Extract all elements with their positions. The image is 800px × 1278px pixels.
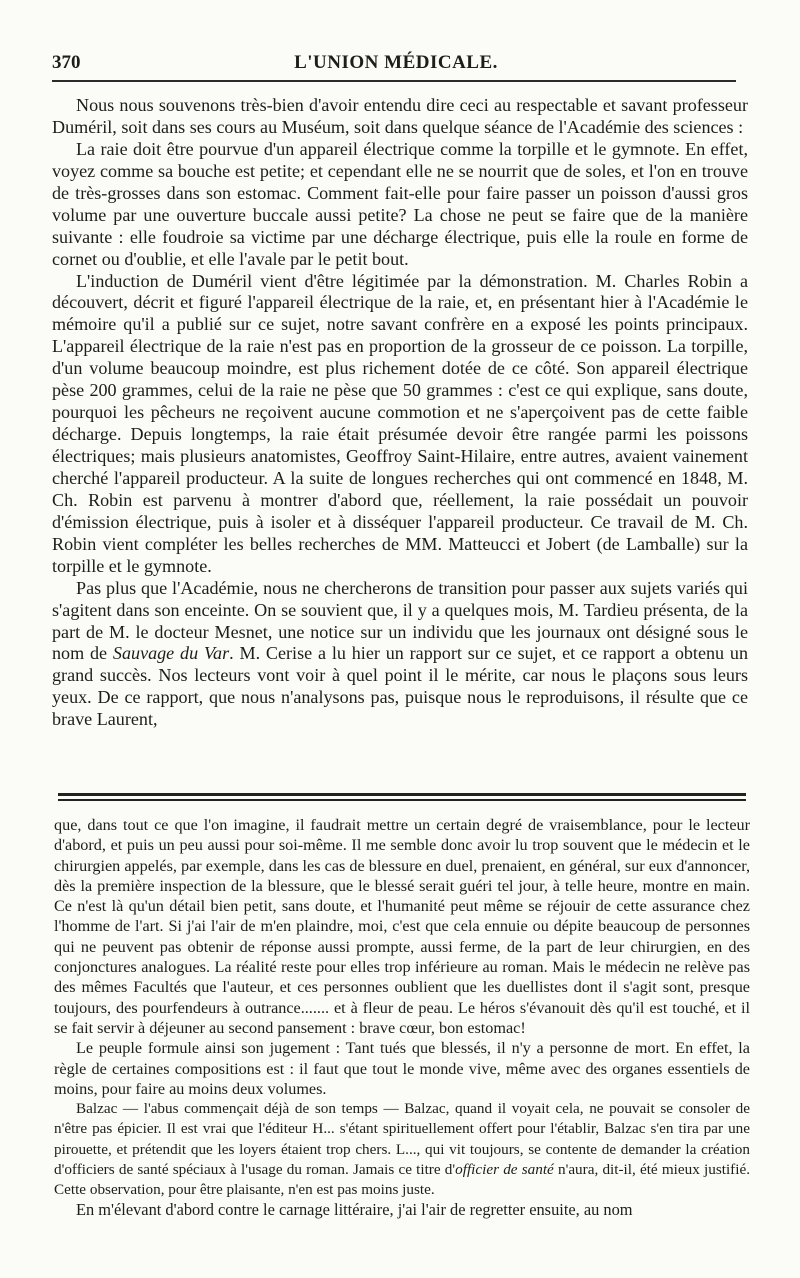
feuilleton-paragraph-1: que, dans tout ce que l'on imagine, il faudrait mettre un certain degré de vraisemblance, pour le lecteur d'abord, et puis un peu aussi pour soi-même. Il me semble donc avoir lu trop souvent que le médecin et le chirurgien appelés, par exemple, dans les cas de blessure en duel, prenaient, en général, sur eux d'annoncer, dès la première inspection de la blessure, que le blessé serait guéri tel jour, à telle heure, montre en main. Ce n'est là qu'un détail bien petit, sans doute, et l'humanité peut même se réjouir de cette assurance chez l'homme de l'art. Si j'ai l'air de m'en plaindre, moi, c'est que cela ennuie ou dépite beaucoup de personnes qui ne peuvent pas obtenir de réponse aussi prompte, aussi ferme, de la part de leur chirurgien, en des conjonctures analogues. La réalité reste pour elles trop inférieure au roman. Mais le médecin ne relève pas des mêmes Facultés que l'auteur, et ces personnes oublient que les duellistes dont il s'agit sont, presque toujours, des pourfendeurs à outrance....... et à fleur de peau. Le héros s'évanouit dès qu'il est touché, et il se fait servir à déjeuner au second pansement : brave cœur, bon estomac!	[54, 816, 750, 1037]
paragraph-dumeril-quote: La raie doit être pourvue d'un appareil électrique comme la torpille et le gymnote. En effet, voyez comme sa bouche est petite; et cependant elle ne se nourrit que de soles, et l'on en trouve de très-grosses dans son estomac. Comment fait-elle pour faire passer un poisson d'aussi gros volume par une ouverture buccale aussi petite? La chose ne peut se faire que de la manière suivante : elle foudroie sa victime par une décharge électrique, puis elle la roule en forme de cornet ou d'oublie, et elle l'avale par le petit bout.	[52, 138, 748, 269]
feuilleton-body	[54, 815, 750, 1221]
italic-title: Sauvage du Var	[112, 643, 230, 664]
page-header	[52, 52, 740, 78]
paragraph-intro: Nous nous souvenons très-bien d'avoir entendu dire ceci au respectable et savant professeur Duméril, soit dans ses cours au Muséum, soit dans quelque séance de l'Académie des sciences :	[52, 95, 748, 137]
page-number: 370	[52, 52, 81, 73]
feuilleton-paragraph-2: Le peuple formule ainsi son jugement : Tant tués que blessés, il n'y a personne de mort. En effet, la règle de certaines compositions est : il faut que tout le monde vive, même avec des organes essentiels de moins, pour faire au moins deux volumes.	[54, 1039, 750, 1098]
feuilleton-separator	[58, 793, 746, 803]
running-title: L'UNION MÉDICALE.	[294, 52, 498, 73]
italic-term: officier de santé	[455, 1160, 554, 1178]
feuilleton-paragraph-3: Balzac — l'abus commençait déjà de son temps — Balzac, quand il voyait cela, ne pouvait se consoler de n'être pas épicier. Il est vrai que l'éditeur H... s'étant spirituellement offert pour l'établir, Balzac s'en tira par une pirouette, et prétendit que les loyers étaient trop chers. L..., qui vit toujours, se contente de demander la création d'officiers de santé spéciaux à l'usage du roman. Jamais ce titre d'officier de santé n'aura, dit-il, été mieux justifié. Cette observation, pour être plaisante, n'en est pas moins juste.	[54, 1100, 750, 1198]
paragraph-robin-discovery: L'induction de Duméril vient d'être légitimée par la démonstration. M. Charles Robin a découvert, décrit et figuré l'appareil électrique de la raie, et, en présentant hier à l'Académie le mémoire qu'il a publié sur ce sujet, notre savant confrère en a exposé les points principaux. L'appareil électrique de la raie n'est pas en proportion de la grosseur de ce poisson. La torpille, d'un volume beaucoup moindre, est plus richement dotée de ce côté. Son appareil électrique pèse 200 grammes, celui de la raie ne pèse que 50 grammes : c'est ce qui explique, sans doute, pourquoi les pêcheurs ne reçoivent aucune commotion et ne s'aperçoivent pas de cette faible décharge. Depuis longtemps, la raie était présumée devoir être rangée parmi les poissons électriques; mais plusieurs anatomistes, Geoffroy Saint-Hilaire, entre autres, avaient vainement cherché l'appareil producteur. A la suite de longues recherches qui ont commencé en 1848, M. Ch. Robin est parvenu à montrer d'abord que, réellement, la raie possédait un pouvoir d'émission électrique, puis à isoler et à disséquer l'appareil producteur. Ce travail de M. Ch. Robin vient compléter les belles recherches de MM. Matteucci et Jobert (de Lamballe) sur la torpille et le gymnote.	[52, 270, 748, 576]
paragraph-sauvage-du-var: Pas plus que l'Académie, nous ne chercherons de transition pour passer aux sujets variés qui s'agitent dans son enceinte. On se souvient que, il y a quelques mois, M. Tardieu présenta, de la part de M. le docteur Mesnet, une notice sur un individu que les journaux ont désigné sous le nom de Sauvage du Var. M. Cerise a lu hier un rapport sur ce sujet, et ce rapport a obtenu un grand succès. Nos lecteurs vont voir à quel point il le mérite, car nous le plaçons sous leurs yeux. De ce rapport, que nous n'analysons pas, puisque nous le reproduisons, il résulte que ce brave Laurent,	[52, 577, 748, 730]
article-body	[52, 95, 748, 731]
feuilleton-paragraph-4: En m'élevant d'abord contre le carnage littéraire, j'ai l'air de regretter ensuite, au nom	[76, 1200, 633, 1220]
header-rule	[52, 80, 736, 82]
